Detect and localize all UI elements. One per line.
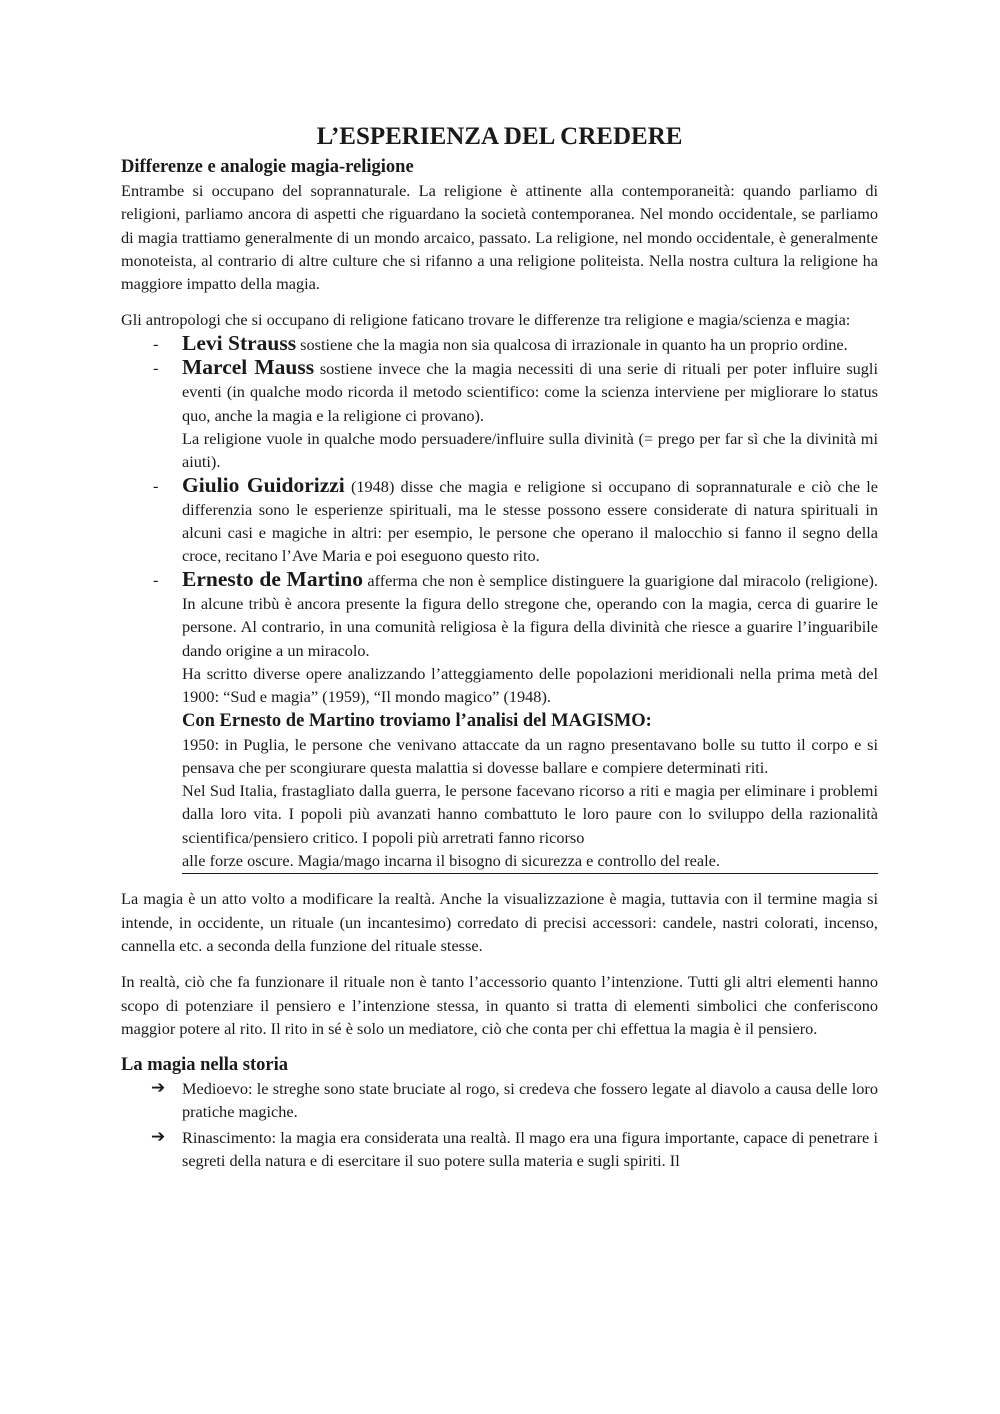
dash-bullet: -	[153, 569, 159, 589]
history-list	[121, 1077, 878, 1172]
list-item-marcel-mauss	[121, 356, 878, 473]
anthropologists-list	[121, 332, 878, 875]
list-item-ernesto-de-martino	[121, 568, 878, 875]
dash-bullet: -	[153, 358, 159, 378]
list-item-levi-strauss	[121, 332, 878, 356]
magismo-text-2-last-line: alle forze oscure. Magia/mago incarna il bisogno di sicurezza e controllo del reale.	[182, 849, 878, 874]
item-text: sostiene invece che la magia necessiti di una serie di rituali per poter influire sugli eventi (in qualche modo ricorda il metodo scientifico: come la scienza interviene per migliorare lo status quo, anche la magia e la religione ci provano).	[182, 359, 878, 425]
paragraph-magic-act: La magia è un atto volto a modificare la realtà. Anche la visualizzazione è magia, tuttavia con il termine magia si intende, in occidente, un rituale (un incantesimo) corredato di precisi accessori: candele, nastri colorati, incenso, cannella etc. a seconda della funzione del rituale stesse.	[121, 889, 878, 955]
section-heading-history: La magia nella storia	[121, 1055, 289, 1076]
magismo-text-2: Nel Sud Italia, frastagliato dalla guerra, le persone facevano ricorso a riti e magia per eliminare i problemi dalla loro vita. I popoli più avanzati hanno combattuto le loro paure con lo sviluppo della razionalità scientifica/pensiero critico. I popoli più arretrati fanno ricorso	[182, 781, 878, 847]
dash-bullet: -	[153, 475, 159, 495]
list-item-giulio-guidorizzi	[121, 474, 878, 568]
author-name: Ernesto de Martino	[182, 566, 363, 591]
dash-bullet: -	[153, 333, 159, 353]
page-content	[121, 121, 878, 1172]
magismo-subheading: Con Ernesto de Martino troviamo l’analisi del MAGISMO:	[182, 710, 652, 731]
arrow-right-icon: ➔	[151, 1126, 166, 1147]
author-name: Marcel Mauss	[182, 355, 315, 380]
item-text: afferma che non è semplice distinguere la guarigione dal miracolo (religione). In alcune tribù è ancora presente la figura dello stregone che, operando con la magia, cerca di guarire le persone. Al contrario, in una comunità religiosa è la figura della divinità che riesce a guarire l’inguaribile dando origine a un miracolo.	[182, 570, 878, 660]
item-text: (1948) disse che magia e religione si occupano di soprannaturale e ciò che le differenzia sono le esperienze spirituali, ma le stesse possono essere considerate di natura spirituali in alcuni casi e magiche in altri: per esempio, le persone che operano il malocchio si fanno il segno della croce, recitano l’Ave Maria e poi eseguono questo rito.	[182, 476, 878, 566]
magismo-text-1: 1950: in Puglia, le persone che venivano attaccate da un ragno presentavano bolle su tutto il corpo e si pensava che per scongiurare questa malattia si dovesse ballare e compiere determinati riti.	[182, 734, 878, 777]
item-text: Rinascimento: la magia era considerata una realtà. Il mago era una figura importante, capace di penetrare i segreti della natura e di esercitare il suo potere sulla materia e sugli spiriti. Il	[182, 1127, 878, 1170]
item-extra-text: Ha scritto diverse opere analizzando l’atteggiamento delle popolazioni meridionali nella prima metà del 1900: “Sud e magia” (1959), “Il mondo magico” (1948).	[182, 663, 878, 707]
paragraph-anthropologists: Gli antropologi che si occupano di religione faticano trovare le differenze tra religione e magia/scienza e magia:	[121, 310, 851, 330]
item-extra-text: La religione vuole in qualche modo persuadere/influire sulla divinità (= prego per far sì che la divinità mi aiuti).	[182, 428, 878, 472]
item-text: Medioevo: le streghe sono state bruciate al rogo, si credeva che fossero legate al diavolo a causa delle loro pratiche magiche.	[182, 1079, 878, 1122]
arrow-right-icon: ➔	[151, 1078, 166, 1099]
list-item-medioevo	[121, 1077, 878, 1124]
page-title: L’ESPERIENZA DEL CREDERE	[316, 123, 683, 150]
author-name: Giulio Guidorizzi	[182, 472, 345, 497]
author-name: Levi Strauss	[182, 330, 297, 355]
item-text: sostiene che la magia non sia qualcosa di irrazionale in quanto ha un proprio ordine.	[296, 334, 848, 354]
list-item-rinascimento	[121, 1126, 878, 1173]
paragraph-intention: In realtà, ciò che fa funzionare il rituale non è tanto l’accessorio quanto l’intenzione. Tutti gli altri elementi hanno scopo di potenziare il pensiero e l’intenzione stessa, in quanto si tratta di elementi simbolici che conferiscono maggior potere al rito. Il rito in sé è solo un mediatore, ciò che conta per chi effettua la magia è il pensiero.	[121, 972, 878, 1038]
section-heading-differences: Differenze e analogie magia-religione	[121, 157, 414, 177]
paragraph-intro: Entrambe si occupano del soprannaturale. La religione è attinente alla contemporaneità: quando parliamo di religioni, parliamo ancora di aspetti che riguardano la società contemporanea. Nel mondo occidentale, se parliamo di magia trattiamo generalmente di un mondo arcaico, passato. La religione, nel mondo occidentale, è generalmente monoteista, al contrario di altre culture che si rifanno a una religione politeista. Nella nostra cultura la religione ha maggiore impatto della magia.	[121, 181, 878, 294]
